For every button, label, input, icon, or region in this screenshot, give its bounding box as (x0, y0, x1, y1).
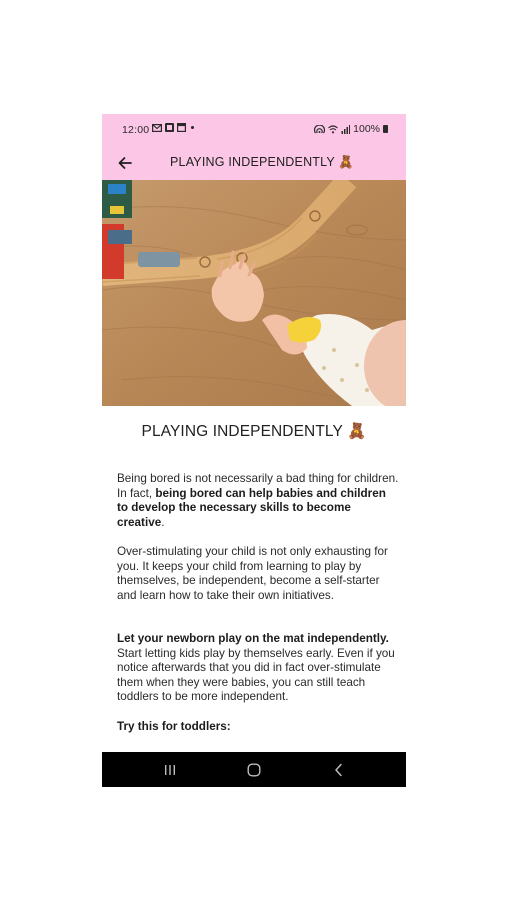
p1-text2: . (161, 515, 165, 529)
teddy-bear-icon: 🧸 (347, 422, 367, 440)
phone-screen (102, 114, 406, 787)
article-title (102, 422, 406, 441)
nav-back-button[interactable] (319, 752, 359, 787)
battery-icon (383, 125, 388, 133)
chevron-left-icon (334, 763, 344, 777)
status-bar (102, 114, 406, 146)
system-nav-bar (102, 752, 406, 787)
article-paragraph-4 (117, 720, 399, 735)
photo-icon (165, 123, 174, 132)
wifi-icon (328, 125, 338, 134)
app-bar-title (170, 154, 354, 170)
app-bar-title-text: PLAYING INDEPENDENTLY (170, 155, 335, 169)
p4-bold: Try this for toddlers: (117, 720, 231, 733)
hotspot-icon (314, 125, 325, 134)
app-bar (102, 146, 406, 180)
arrow-left-icon (118, 157, 132, 169)
battery-percent: 100% (353, 123, 380, 135)
recents-icon (164, 764, 176, 776)
home-icon (247, 763, 261, 777)
dot-icon (191, 126, 194, 129)
article-paragraph-2: Over-stimulating your child is not only exhausting for you. It keeps your child from learning to play by themselves, be independent, become a self-starter and learn how to take their own initiatives. (117, 545, 388, 602)
child-playing-train-track-photo (102, 180, 406, 406)
recents-button[interactable] (150, 752, 190, 787)
p1-bold: being bored can help babies and children to develop the necessary skills to become creative (117, 486, 386, 529)
calendar-icon (177, 123, 186, 132)
status-system-icons (314, 123, 388, 135)
article-paragraph-1 (117, 472, 399, 530)
mail-icon (152, 124, 162, 132)
p1-text1: Being bored is not necessarily a bad thing for children. In fact, (117, 472, 399, 500)
article-paragraph-3 (117, 632, 399, 705)
teddy-bear-icon: 🧸 (338, 154, 355, 169)
back-button[interactable] (112, 150, 138, 176)
hero-image (102, 180, 406, 406)
p3-text: Start letting kids play by themselves early. Even if you notice afterwards that you did in fact over-stimulate them when they were babies, you can still teach toddlers to be more independent. (117, 646, 395, 704)
status-notification-icons (152, 123, 194, 132)
home-button[interactable] (234, 752, 274, 787)
signal-icon (341, 125, 350, 134)
status-time: 12:00 (122, 124, 150, 136)
p3-bold: Let your newborn play on the mat independently. (117, 632, 389, 645)
article-title-text: PLAYING INDEPENDENTLY (141, 423, 343, 440)
